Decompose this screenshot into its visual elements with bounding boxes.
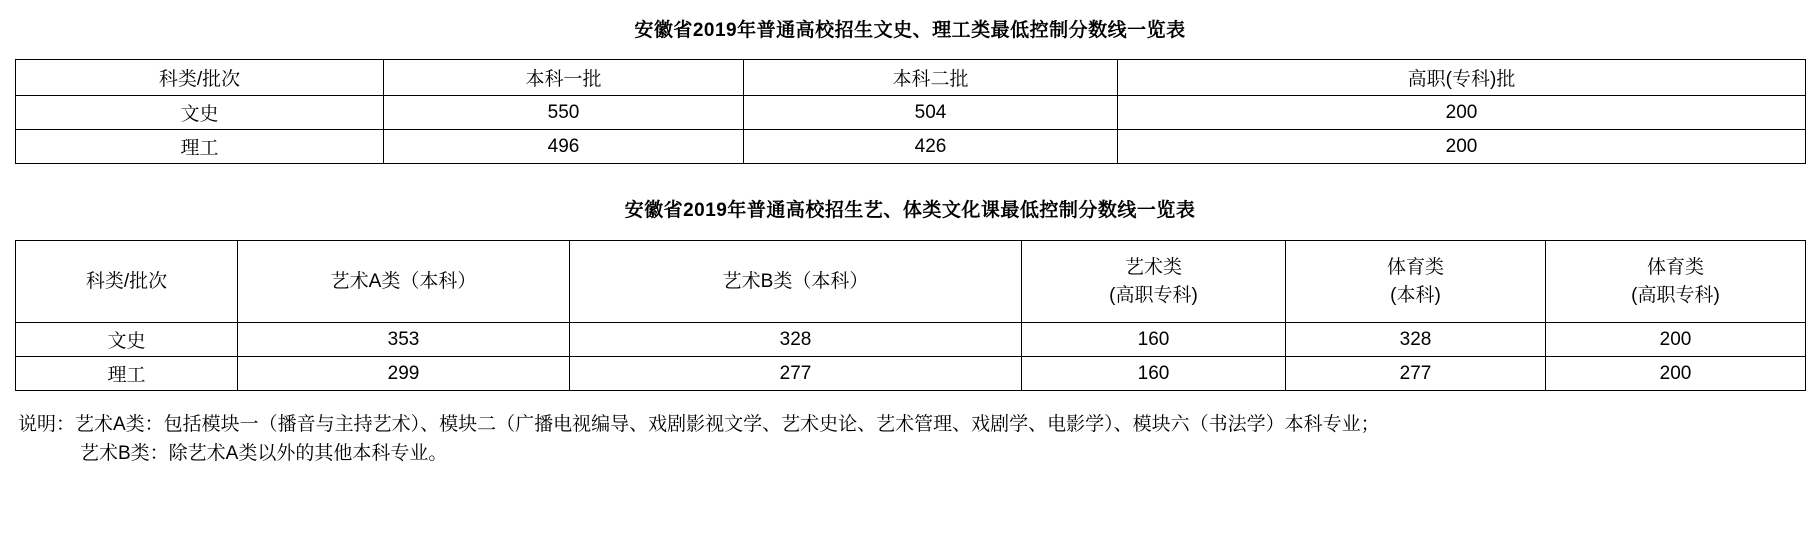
table-column-header <box>1286 241 1546 323</box>
table-cell: 200 <box>1118 130 1806 164</box>
footnote-line-2: 艺术B类：除艺术A类以外的其他本科专业。 <box>80 443 448 465</box>
table-cell: 160 <box>1022 357 1286 391</box>
document-page <box>0 15 1820 542</box>
table-column-header <box>1546 241 1806 323</box>
table-cell: 200 <box>1118 96 1806 130</box>
header-line: 体育类 <box>1646 256 1704 278</box>
page-title-1: 安徽省2019年普通高校招生文史、理工类最低控制分数线一览表 <box>634 20 1186 41</box>
table-header-row <box>16 241 1806 323</box>
table-row <box>16 130 1806 164</box>
row-label: 文史 <box>16 96 384 130</box>
table-cell: 160 <box>1022 323 1286 357</box>
table-row <box>16 323 1806 357</box>
table-cell: 353 <box>238 323 570 357</box>
table-cell: 504 <box>744 96 1118 130</box>
table-1-container <box>15 59 1805 164</box>
table-cell: 328 <box>1286 323 1546 357</box>
header-line: 艺术类 <box>1124 256 1182 278</box>
table-header-row <box>16 60 1806 96</box>
header-line: (高职专科) <box>1109 284 1198 306</box>
table-row <box>16 357 1806 391</box>
table-cell: 328 <box>570 323 1022 357</box>
header-line: (高职专科) <box>1631 284 1720 306</box>
table-row <box>16 96 1806 130</box>
table-column-header <box>1022 241 1286 323</box>
table-cell: 200 <box>1546 357 1806 391</box>
score-table-academic <box>15 59 1806 164</box>
table-cell: 496 <box>384 130 744 164</box>
table-2-container <box>15 240 1805 391</box>
table-column-header: 本科二批 <box>744 60 1118 96</box>
table-cell: 277 <box>570 357 1022 391</box>
table-cell: 200 <box>1546 323 1806 357</box>
row-label: 理工 <box>16 130 384 164</box>
table-column-header: 高职(专科)批 <box>1118 60 1806 96</box>
table-column-header: 本科一批 <box>384 60 744 96</box>
table-column-header: 艺术A类（本科） <box>238 241 570 323</box>
page-title-2: 安徽省2019年普通高校招生艺、体类文化课最低控制分数线一览表 <box>624 200 1196 221</box>
header-line: 体育类 <box>1386 256 1444 278</box>
header-line: (本科) <box>1390 284 1441 306</box>
row-label: 文史 <box>16 323 238 357</box>
table-column-header: 艺术B类（本科） <box>570 241 1022 323</box>
table-cell: 426 <box>744 130 1118 164</box>
table-column-header: 科类/批次 <box>16 241 238 323</box>
footnote-line-1: 说明：艺术A类：包括模块一（播音与主持艺术）、模块二（广播电视编导、戏剧影视文学、艺术史论、艺术管理、戏剧学、电影学）、模块六（书法学）本科专业； <box>18 414 1380 435</box>
footnote <box>18 410 1820 469</box>
row-label: 理工 <box>16 357 238 391</box>
table-column-header: 科类/批次 <box>16 60 384 96</box>
table-cell: 277 <box>1286 357 1546 391</box>
score-table-arts-sports <box>15 240 1806 391</box>
table-cell: 550 <box>384 96 744 130</box>
table-cell: 299 <box>238 357 570 391</box>
